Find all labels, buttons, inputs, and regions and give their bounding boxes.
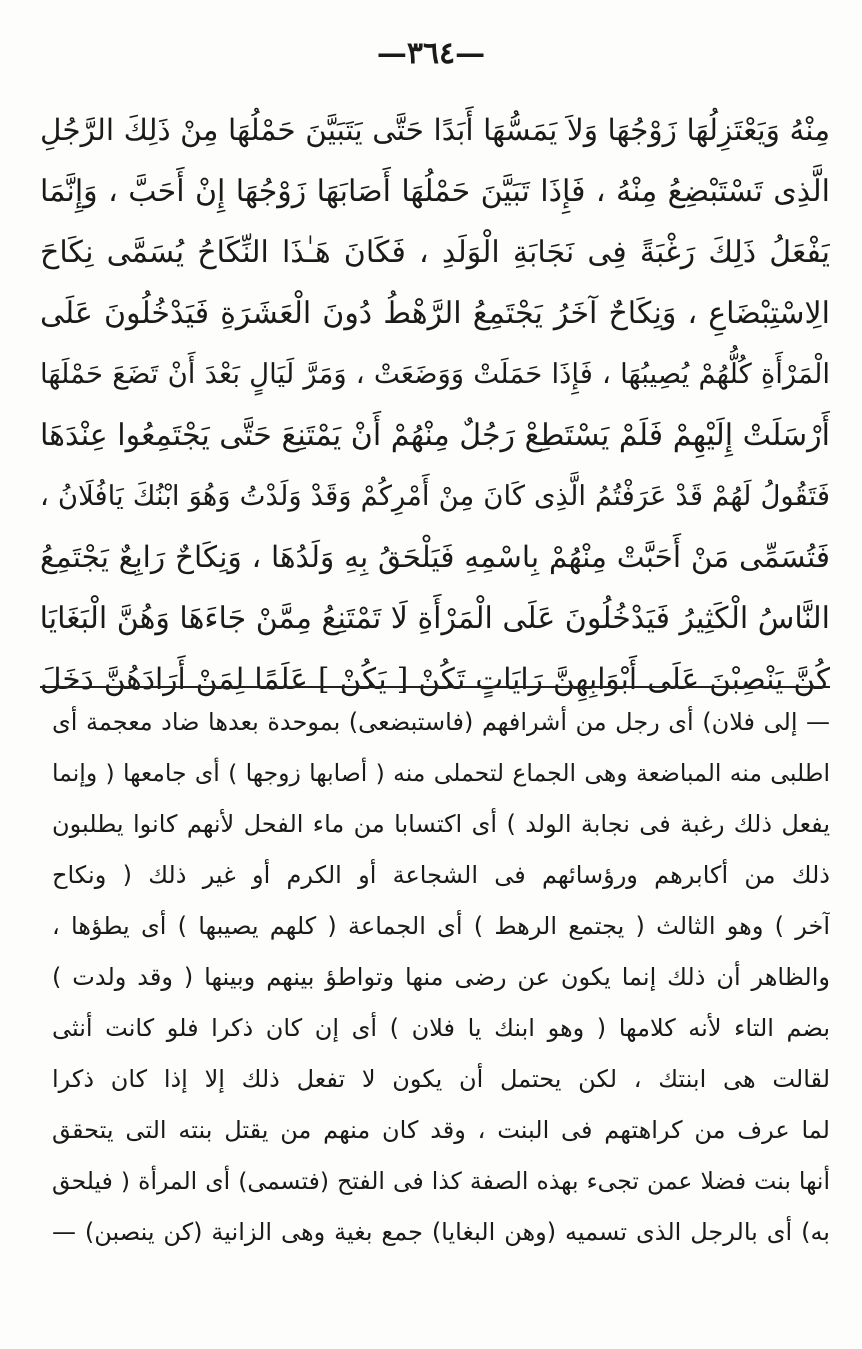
footnote-line: اطلبى منه المباضعة وهى الجماع لتحملى منه ( أصابها زوجها ) أى جامعها ( وإنما xyxy=(52,759,830,787)
main-text-line: الِاسْتِبْضَاعِ ، وَنِكَاحٌ آخَرُ يَجْتَمِعُ الرَّهْطُ دُونَ الْعَشَرَةِ فَيَدْخُلُونَ عَلَى xyxy=(40,296,830,331)
footnote-line: آخر ) وهو الثالث ( يجتمع الرهط ) أى الجماعة ( كلهم يصيبها ) أى يطؤها ، xyxy=(52,912,830,940)
footnotes xyxy=(52,697,830,1258)
main-text xyxy=(40,100,830,710)
main-text-line: الْمَرْأَةِ كُلُّهُمْ يُصِيبُهَا ، فَإِذَا حَمَلَتْ وَوَضَعَتْ ، وَمَرَّ لَيَالٍ بَعْدَ أَنْ تَضَعَ حَمْلَهَا xyxy=(40,358,830,390)
footnote-line: لما عرف من كراهتهم فى البنت ، وقد كان منهم من يقتل بنته التى يتحقق xyxy=(52,1116,830,1144)
main-text-line: مِنْهُ وَيَعْتَزِلُهَا زَوْجُهَا وَلاَ يَمَسُّهَا أَبَدًا حَتَّى يَتَبَيَّنَ حَمْلُهَا مِنْ ذَلِكَ الرَّجُلِ xyxy=(40,113,830,147)
footnote-line: والظاهر أن ذلك إنما يكون عن رضى منها وتواطؤ بينهم وبينها ( وقد ولدت ) xyxy=(52,963,830,991)
footnote-line: ذلك من أكابرهم ورؤسائهم فى الشجاعة أو الكرم أو غير ذلك ( ونكاح xyxy=(52,861,830,889)
footnote-line: — إلى فلان) أى رجل من أشرافهم (فاستبضعى) بموحدة بعدها ضاد معجمة أى xyxy=(52,708,830,736)
footnote-line: به) أى بالرجل الذى تسميه (وهن البغايا) جمع بغية وهى الزانية (كن ينصبن) — xyxy=(52,1218,830,1246)
main-text-line: كُنَّ يَنْصِبْنَ عَلَى أَبْوَابِهِنَّ رَايَاتٍ تَكُنْ [ يَكُنْ ] عَلَمًا لِمَنْ أَرَادَهُنَّ دَخَلَ xyxy=(40,662,830,696)
footnote-line: بضم التاء لأنه كلامها ( وهو ابنك يا فلان ) أى إن كان ذكرا فلو كانت أنثى xyxy=(52,1014,830,1042)
main-text-line: أَرْسَلَتْ إِلَيْهِمْ فَلَمْ يَسْتَطِعْ رَجُلٌ مِنْهُمْ أَنْ يَمْتَنِعَ حَتَّى يَجْتَمِعُوا عِنْدَهَا xyxy=(40,418,830,453)
main-text-line: الَّذِى تَسْتَبْضِعُ مِنْهُ ، فَإِذَا تَبَيَّنَ حَمْلُهَا أَصَابَهَا زَوْجُهَا إِنْ أَحَبَّ ، وَإِنَّمَا xyxy=(40,174,830,209)
footnote-line: يفعل ذلك رغبة فى نجابة الولد ) أى اكتسابا من ماء الفحل لأنهم كانوا يطلبون xyxy=(52,810,830,838)
main-text-line: يَفْعَلُ ذَلِكَ رَغْبَةً فِى نَجَابَةِ الْوَلَدِ ، فَكَانَ هَـٰذَا النِّكَاحُ يُسَمَّى نِكَاحَ xyxy=(40,235,830,270)
footnote-line: أنها بنت فضلا عمن تجىء بهذه الصفة كذا فى الفتح (فتسمى) أى المرأة ( فيلحق xyxy=(52,1167,830,1195)
main-text-line: النَّاسُ الْكَثِيرُ فَيَدْخُلُونَ عَلَى الْمَرْأَةِ لَا تَمْتَنِعُ مِمَّنْ جَاءَهَا وَهُنَّ الْبَغَايَا xyxy=(40,601,830,636)
main-text-line: فَتَقُولُ لَهُمْ قَدْ عَرَفْتُمُ الَّذِى كَانَ مِنْ أَمْرِكُمْ وَقَدْ وَلَدْتُ وَهُوَ ابْنُكَ يَافُلَانُ ، xyxy=(40,480,830,512)
footnote-line: لقالت هى ابنتك ، لكن يحتمل أن يكون لا تفعل ذلك إلا إذا كان ذكرا xyxy=(52,1065,830,1093)
page-number: —٣٦٤— xyxy=(376,36,486,71)
main-text-line: فَتُسَمِّى مَنْ أَحَبَّتْ مِنْهُمْ بِاسْمِهِ فَيَلْحَقُ بِهِ وَلَدُهَا ، وَنِكَاحٌ رَابِعٌ يَجْتَمِعُ xyxy=(40,540,830,574)
footnote-divider xyxy=(40,686,830,688)
